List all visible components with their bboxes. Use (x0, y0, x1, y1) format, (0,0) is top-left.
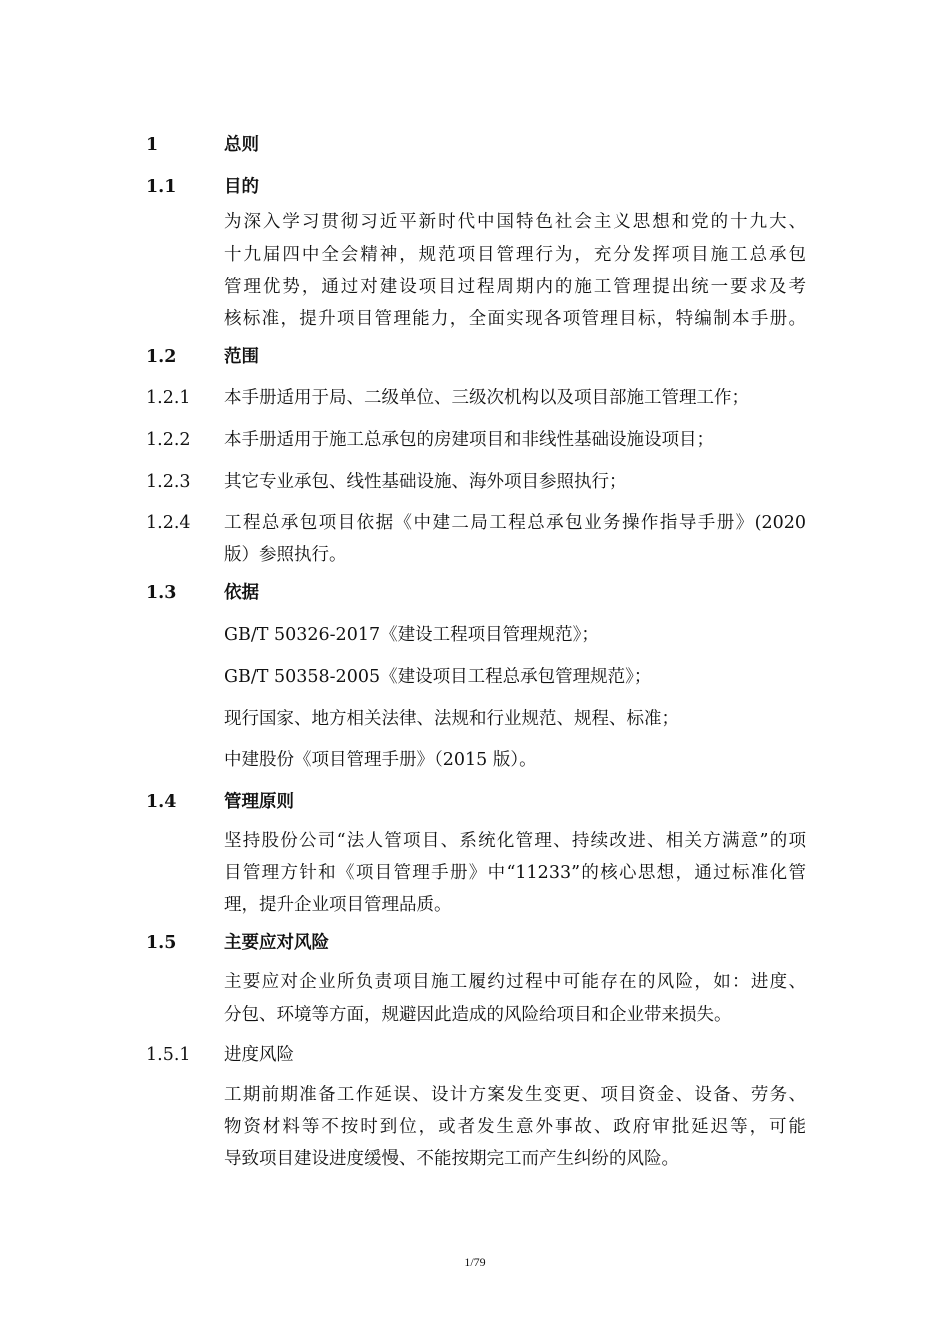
paragraph-line (0, 240, 950, 270)
principle-line: 目管理方针和《项目管理手册》中“11233”的核心思想，通过标准化管 (224, 863, 806, 883)
section-title: 依据 (224, 583, 259, 603)
paragraph-line (0, 1144, 950, 1174)
section-number: 1.2 (146, 347, 177, 367)
subsection-heading (0, 1040, 950, 1070)
risk-line: 工期前期准备工作延误、设计方案发生变更、项目资金、设备、劳务、 (224, 1085, 806, 1105)
item-number: 1.2.2 (146, 430, 191, 450)
item-number: 1.2.4 (146, 513, 191, 533)
principle-line: 坚持股份公司“法人管项目、系统化管理、持续改进、相关方满意”的项 (224, 831, 806, 851)
basis-item (0, 620, 950, 650)
subsection-title: 进度风险 (224, 1045, 294, 1065)
risk-intro-line: 主要应对企业所负责项目施工履约过程中可能存在的风险，如：进度、 (224, 972, 806, 992)
principle-line: 理，提升企业项目管理品质。 (224, 895, 452, 915)
paragraph-line (0, 890, 950, 920)
basis-text: 中建股份《项目管理手册》（2015 版）。 (224, 750, 537, 770)
paragraph-line (0, 826, 950, 856)
basis-item (0, 745, 950, 775)
section-title: 总则 (224, 135, 259, 155)
item-number: 1.2.1 (146, 388, 191, 408)
section-heading (0, 787, 950, 817)
section-heading (0, 928, 950, 958)
paragraph-line (0, 540, 950, 570)
item-number: 1.2.3 (146, 472, 191, 492)
section-number: 1.1 (146, 177, 177, 197)
section-title: 管理原则 (224, 792, 294, 812)
purpose-line: 管理优势，通过对建设项目过程周期内的施工管理提出统一要求及考 (224, 277, 806, 297)
basis-text: GB/T 50358-2005《建设项目工程总承包管理规范》； (224, 667, 652, 687)
paragraph-line (0, 967, 950, 997)
section-number: 1.4 (146, 792, 177, 812)
basis-text: 现行国家、地方相关法律、法规和行业规范、规程、标准； (224, 709, 679, 729)
paragraph-line (0, 1000, 950, 1030)
risk-intro-line: 分包、环境等方面，规避因此造成的风险给项目和企业带来损失。 (224, 1005, 732, 1025)
item-number: 1.5.1 (146, 1045, 191, 1065)
section-number: 1.3 (146, 583, 177, 603)
basis-text: GB/T 50326-2017《建设工程项目管理规范》； (224, 625, 599, 645)
paragraph-line (0, 207, 950, 237)
paragraph-line (0, 1112, 950, 1142)
item-text: 版）参照执行。 (224, 545, 347, 565)
item-text: 工程总承包项目依据《中建二局工程总承包业务操作指导手册》(2020 (224, 513, 806, 533)
list-item (0, 508, 950, 538)
basis-item (0, 704, 950, 734)
list-item (0, 467, 950, 497)
paragraph-line (0, 858, 950, 888)
section-heading (0, 578, 950, 608)
section-title: 主要应对风险 (224, 933, 329, 953)
paragraph-line (0, 272, 950, 302)
section-number: 1 (146, 135, 159, 155)
item-text: 其它专业承包、线性基础设施、海外项目参照执行； (224, 472, 627, 492)
section-heading (0, 342, 950, 372)
section-title: 范围 (224, 347, 259, 367)
purpose-line: 十九届四中全会精神，规范项目管理行为，充分发挥项目施工总承包 (224, 245, 806, 265)
section-number: 1.5 (146, 933, 177, 953)
purpose-line: 为深入学习贯彻习近平新时代中国特色社会主义思想和党的十九大、 (224, 212, 806, 232)
item-text: 本手册适用于局、二级单位、三级次机构以及项目部施工管理工作； (224, 388, 749, 408)
section-title: 目的 (224, 177, 259, 197)
section-heading (0, 172, 950, 202)
list-item (0, 383, 950, 413)
section-heading (0, 130, 950, 160)
risk-line: 导致项目建设进度缓慢、不能按期完工而产生纠纷的风险。 (224, 1149, 679, 1169)
page-number: 1/79 (464, 1255, 486, 1269)
risk-line: 物资材料等不按时到位，或者发生意外事故、政府审批延迟等，可能 (224, 1117, 806, 1137)
basis-item (0, 662, 950, 692)
paragraph-line (0, 304, 950, 334)
purpose-line: 核标准，提升项目管理能力，全面实现各项管理目标，特编制本手册。 (224, 309, 806, 329)
list-item (0, 425, 950, 455)
item-text: 本手册适用于施工总承包的房建项目和非线性基础设施设项目； (224, 430, 714, 450)
paragraph-line (0, 1080, 950, 1110)
